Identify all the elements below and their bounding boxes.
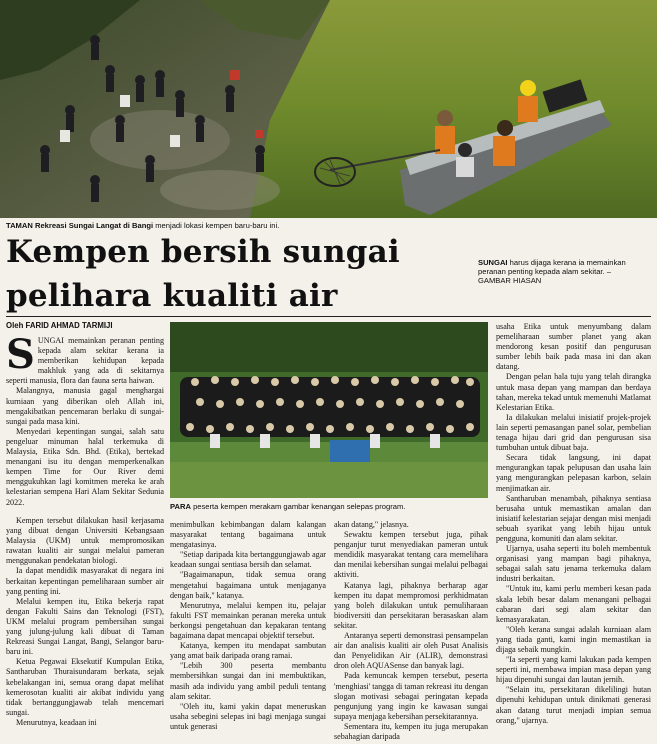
paragraph: Menyedari kepentingan sungai, salah satu pengeluar minuman halal terkemuka di Malaysia, Etika Sdn. Bhd. (Etika), bertekad menangani isu itu dengan memperkenalkan kempen Time for Our River demi menggukuhkan lagi komitmen mereka ke arah kelestarian sempena Hari Alam Sekitar Sedunia 2022. (6, 426, 164, 507)
headline-line-2: pelihara kualiti air (6, 278, 338, 314)
group-photo-caption-bold: PARA (170, 502, 191, 511)
group-photo (170, 322, 488, 498)
group-photo-image (170, 322, 488, 498)
column-2 (170, 520, 326, 732)
paragraph: Kempen tersebut dilakukan hasil kerjasama yang dibuat dengan Universiti Kebangsaan Malaysia (UKM) untuk mempromosikan rawatan kualiti air sungai melalui pameran menggunakan pendekatan biologi. (6, 516, 164, 566)
paragraph: Malangnya, manusia gagal menghargai kurniaan yang diberikan oleh Allah ini, mengakibatkan pencemaran berlaku di sungai-sungai pada masa kini. (6, 386, 164, 426)
boat-photo-caption (478, 258, 638, 286)
group-photo-caption (170, 502, 488, 511)
paragraph: Katanya lagi, pihaknya berharap agar kempen itu dapat mempromosi perkhidmatan yang boleh dilakukan untuk pemuliharaan biodiversiti dan persekitaran berasaskan alam sekitar. (334, 580, 488, 630)
divider (6, 316, 651, 317)
paragraph: "Bagaimanapun, tidak semua orang mengetahui bagaimana untuk menjaganya dengan baik," katanya. (170, 570, 326, 600)
top-photo-caption (6, 221, 306, 230)
top-photo-caption-bold: TAMAN Rekreasi Sungai Langat di Bangi (6, 221, 154, 230)
paragraph: "Setiap daripada kita bertanggungjawab agar keadaan sungai sentiasa bersih dan selamat. (170, 550, 326, 570)
paragraph: Ujarnya, usaha seperti itu boleh membentuk organisasi yang mampan bagi pihaknya, sebagai salah satu jenama terkemuka dalam industri berkaitan. (496, 544, 651, 584)
paragraph: "Lebih 300 peserta membantu membersihkan sungai dan ini membuktikan, masih ada individu yang ambil peduli tentang alam sekitar. (170, 661, 326, 701)
paragraph: "Ia seperti yang kami lakukan pada kempen seperti ini, membawa impian masa depan yang hijau dipenuhi sungai dan lautan jernih. (496, 655, 651, 685)
river-cleanup-photo (0, 0, 657, 218)
paragraph: Secara tidak langsung, ini dapat mengurangkan tapak pelupusan dan usaha lain yang mengurangkan pelepasan karbon, selain menjimatkan air. (496, 453, 651, 493)
paragraph: UNGAI memainkan peranan penting kepada alam sekitar kerana ia memberikan kehidupan kepada makhluk yang ada di sekitarnya seperti manusia, flora dan fauna serta haiwan. (6, 336, 164, 386)
paragraph: "Oleh kerana sungai adalah kurniaan alam yang tiada ganti, kami ingin memastikan ia dijaga sebaik mungkin. (496, 624, 651, 654)
paragraph: Menurutnya, keadaan ini (16, 717, 97, 727)
paragraph: "Selain itu, persekitaran dikelilingi hutan dipenuhi kehidupan untuk dinikmati generasi akan datang turut menjadi impian semua orang," ujarnya. (496, 685, 651, 725)
paragraph: Menurutnya, melalui kempen itu, pelajar fakulti FST memainkan peranan mereka untuk berkongsi pengetahuan dan kepakaran tentang bagaimana dapat mencapai objektif tersebut. (170, 600, 326, 641)
paragraph: Ia dilakukan melalui inisiatif projek-projek lain seperti pemasangan panel solar, pembelian tenaga hijau dari grid dan pengurusan sisa tumbuhan untuk dibuat baja. (496, 412, 651, 453)
paragraph: Dengan pelan hala tuju yang telah dirangka untuk masa depan yang mampan dan berdaya tahan, mereka tekad untuk memenuhi Matlamat Kelestarian Etika. (496, 372, 651, 412)
column-3 (334, 520, 488, 742)
paragraph: Ia dapat mendidik masyarakat di negara ini berkaitan kepentingan pemeliharaan sumber air yang penting ini. (6, 566, 164, 596)
paragraph: Antaranya seperti demonstrasi pensampelan air dan analisis kualiti air oleh Pusat Analisis dan Penyelidikan Air (ALIR), demonstrasi dron oleh AQUASense dan banyak lagi. (334, 631, 488, 671)
headline-line-1: Kempen bersih sungai (6, 234, 400, 270)
headline (6, 230, 476, 318)
paragraph: usaha Etika untuk menyumbang dalam pemeliharaan sumber planet yang akan mendorong kesan positif dan pengurusan sumber lebih baik pada masa ini dan akan datang. (496, 322, 651, 372)
paragraph: "Oleh itu, kami yakin dapat meneruskan usaha sebegini selepas ini bagi menjaga sungai untuk generasi (170, 701, 326, 731)
column-1-top (6, 331, 164, 508)
paragraph: "Untuk itu, kami perlu memberi kesan pada skala lebih besar dalam menangani pelbagai cabaran dari segi alam sekitar dan kemasyarakatan. (496, 584, 651, 624)
boat-photo-caption-text: harus dijaga kerana ia memainkan peranan penting kepada alam sekitar. – GAMBAR HIASAN (478, 258, 626, 286)
paragraph: Melalui kempen itu, Etika bekerja rapat dengan Fakulti Sains dan Teknologi (FST), UKM melalui program pembersihan sungai yang julung-julung kali dibuat di Taman Rekreasi Sungai Langat, Bangi, Selangor baru-baru ini. (6, 596, 164, 657)
paragraph: akan datang," jelasnya. (334, 520, 409, 529)
paragraph: Sewaktu kempen tersebut juga, pihak penganjur turut menyediakan pameran untuk mendidik masyarakat tentang cara memelihara dan menilai kebersihan sungai melalui pelbagai aktiviti. (334, 530, 488, 580)
paragraph: Pada kemuncak kempen tersebut, peserta 'menghiasi' tangga di taman rekreasi itu dengan slogan motivasi sebagai peringatan kepada pengunjung yang ingin ke kawasan sungai supaya menjaga kebersihan persekitarannya. (334, 671, 488, 721)
column-1-bottom (6, 516, 164, 728)
byline: Oleh FARID AHMAD TARMIJI (6, 321, 113, 330)
paragraph: Sementara itu, kempen itu juga merupakan sebahagian daripada (334, 721, 488, 741)
paragraph: Katanya, kempen itu mendapat sambutan yang amat baik daripada orang ramai. (170, 641, 326, 661)
group-photo-caption-text: peserta kempen merakam gambar kenangan selepas program. (190, 502, 406, 511)
top-photo (0, 0, 657, 218)
column-4 (496, 322, 651, 726)
boat-photo-caption-bold: SUNGAI (478, 258, 508, 267)
top-photo-caption-text: menjadi lokasi kempen baru-baru ini. (153, 221, 280, 230)
paragraph: Santharuban menambah, pihaknya sentiasa berusaha untuk memastikan amalan dan inisiatif kelestarian sejajar dengan misi menjadi sebuah syarikat yang lebih hijau untuk pengguna, komuniti dan alam sekitar. (496, 493, 651, 543)
paragraph: Ketua Pegawai Eksekutif Kumpulan Etika, Santharuban Thuraisundaram berkata, sejak kebelakangan ini, semua orang dapat melihat kemerosotan kualiti air akibat individu yang tidak bertanggungjawab telah mencemari sungai. (6, 657, 164, 717)
paragraph: menimbulkan kebimbangan dalam kalangan masyarakat tentang bagaimana untuk mengatasinya. (170, 520, 326, 550)
dropcap: S (6, 331, 35, 378)
